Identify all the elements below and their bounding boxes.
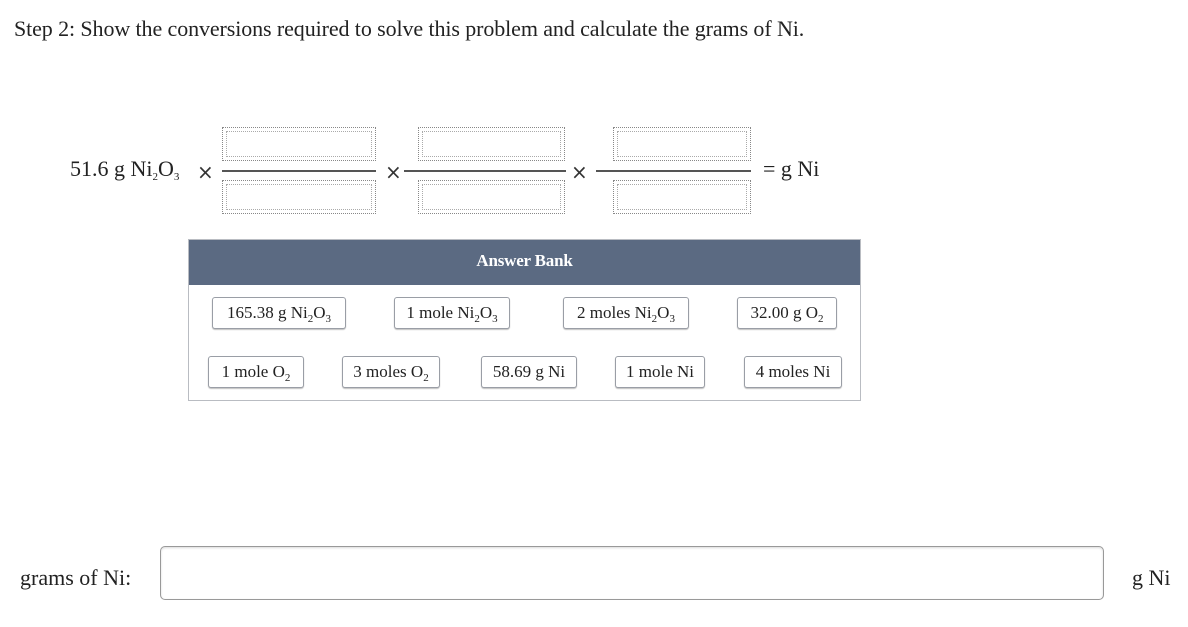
fraction-bar-2 (404, 170, 566, 172)
final-answer-unit: g Ni (1132, 565, 1171, 590)
fraction-bar-1 (222, 170, 376, 172)
numerator-drop-slot-2[interactable] (418, 127, 565, 161)
starting-quantity-text: 51.6 g Ni (70, 156, 153, 181)
result-unit: = g Ni (763, 156, 820, 181)
answer-tile-32.00-g-o2[interactable]: 32.00 g $O_2$ (737, 297, 837, 329)
answer-tile-165.38-g-ni2o3[interactable]: 165.38 g $Ni_2O_3$ (212, 297, 346, 329)
numerator-drop-slot-1[interactable] (222, 127, 376, 161)
starting-quantity: 51.6 g $Ni_2O_3$ (70, 156, 180, 183)
answer-tile-2-moles-ni2o3[interactable]: 2 moles $Ni_2O_3$ (563, 297, 689, 329)
answer-bank-title: Answer Bank (189, 240, 860, 285)
multiply-sign: × (197, 160, 214, 184)
multiply-sign: × (571, 160, 588, 184)
numerator-drop-slot-3[interactable] (613, 127, 751, 161)
grams-ni-input[interactable] (160, 546, 1104, 600)
fraction-bar-3 (596, 170, 751, 172)
answer-tile-1-mole-o2[interactable]: 1 mole $O_2$ (208, 356, 304, 388)
answer-bank (188, 239, 861, 401)
answer-tile-3-moles-o2[interactable]: 3 moles $O_2$ (342, 356, 440, 388)
denominator-drop-slot-1[interactable] (222, 180, 376, 214)
answer-tile-58.69-g-ni[interactable]: 58.69 g Ni (481, 356, 577, 388)
denominator-drop-slot-3[interactable] (613, 180, 751, 214)
answer-tile-1-mole-ni[interactable]: 1 mole Ni (615, 356, 705, 388)
answer-tile-1-mole-ni2o3[interactable]: 1 mole $Ni_2O_3$ (394, 297, 510, 329)
multiply-sign: × (385, 160, 402, 184)
answer-tile-4-moles-ni[interactable]: 4 moles Ni (744, 356, 842, 388)
denominator-drop-slot-2[interactable] (418, 180, 565, 214)
question-prompt: Step 2: Show the conversions required to solve this problem and calculate the grams of Ni. (14, 16, 805, 41)
final-answer-label: grams of Ni: (20, 565, 132, 590)
